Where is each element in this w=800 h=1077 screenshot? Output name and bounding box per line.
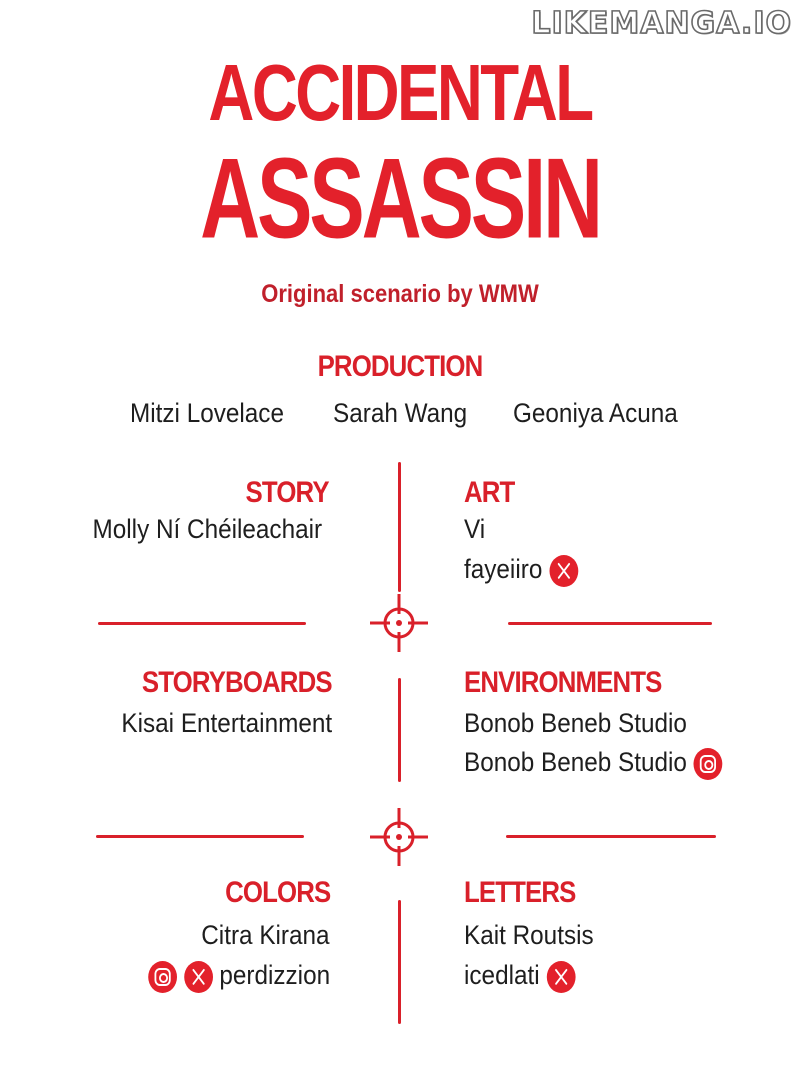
- production-name-3: Geoniya Acuna: [513, 398, 678, 428]
- letters-handle: icedlati: [464, 960, 540, 990]
- storyboards-heading: STORYBOARDS: [142, 666, 332, 699]
- art-name-2: [464, 554, 578, 587]
- production-heading: PRODUCTION: [317, 350, 483, 383]
- colors-handle: perdizzion: [219, 960, 330, 990]
- story-name-1: Molly Ní Chéileachair: [92, 514, 322, 544]
- watermark: LIKEMANGA.IO: [531, 6, 792, 41]
- horizontal-divider-right-2: [506, 835, 716, 838]
- art-heading: ART: [464, 476, 515, 509]
- instagram-icon[interactable]: [148, 961, 177, 993]
- horizontal-divider-left-1: [98, 622, 306, 625]
- environments-heading: ENVIRONMENTS: [464, 666, 662, 699]
- environments-name-2: [464, 747, 723, 780]
- crosshair-icon: [368, 806, 430, 868]
- instagram-icon[interactable]: [694, 748, 723, 780]
- letters-name-1: Kait Routsis: [464, 920, 594, 950]
- production-name-1: Mitzi Lovelace: [130, 398, 284, 428]
- vertical-divider-1: [398, 462, 401, 592]
- letters-name-2: [464, 960, 575, 993]
- vertical-divider-2: [398, 678, 401, 782]
- x-icon[interactable]: [549, 555, 578, 587]
- story-heading: STORY: [245, 476, 329, 509]
- colors-heading: COLORS: [224, 876, 330, 909]
- colors-name-1: Citra Kirana: [201, 920, 330, 950]
- vertical-divider-3: [398, 900, 401, 1024]
- crosshair-icon: [368, 592, 430, 654]
- subtitle: Original scenario by WMW: [261, 280, 539, 308]
- horizontal-divider-left-2: [96, 835, 304, 838]
- environments-handle: Bonob Beneb Studio: [464, 747, 687, 777]
- x-icon[interactable]: [184, 961, 213, 993]
- title-line-1: ACCIDENTAL: [208, 47, 592, 138]
- production-name-2: Sarah Wang: [333, 398, 468, 428]
- environments-name-1: Bonob Beneb Studio: [464, 708, 687, 738]
- art-handle: fayeiiro: [464, 554, 543, 584]
- letters-heading: LETTERS: [464, 876, 576, 909]
- colors-name-2: [148, 960, 330, 993]
- storyboards-name-1: Kisai Entertainment: [121, 708, 332, 738]
- horizontal-divider-right-1: [508, 622, 712, 625]
- x-icon[interactable]: [546, 961, 575, 993]
- art-name-1: Vi: [464, 514, 486, 544]
- title-line-2: ASSASSIN: [200, 135, 600, 263]
